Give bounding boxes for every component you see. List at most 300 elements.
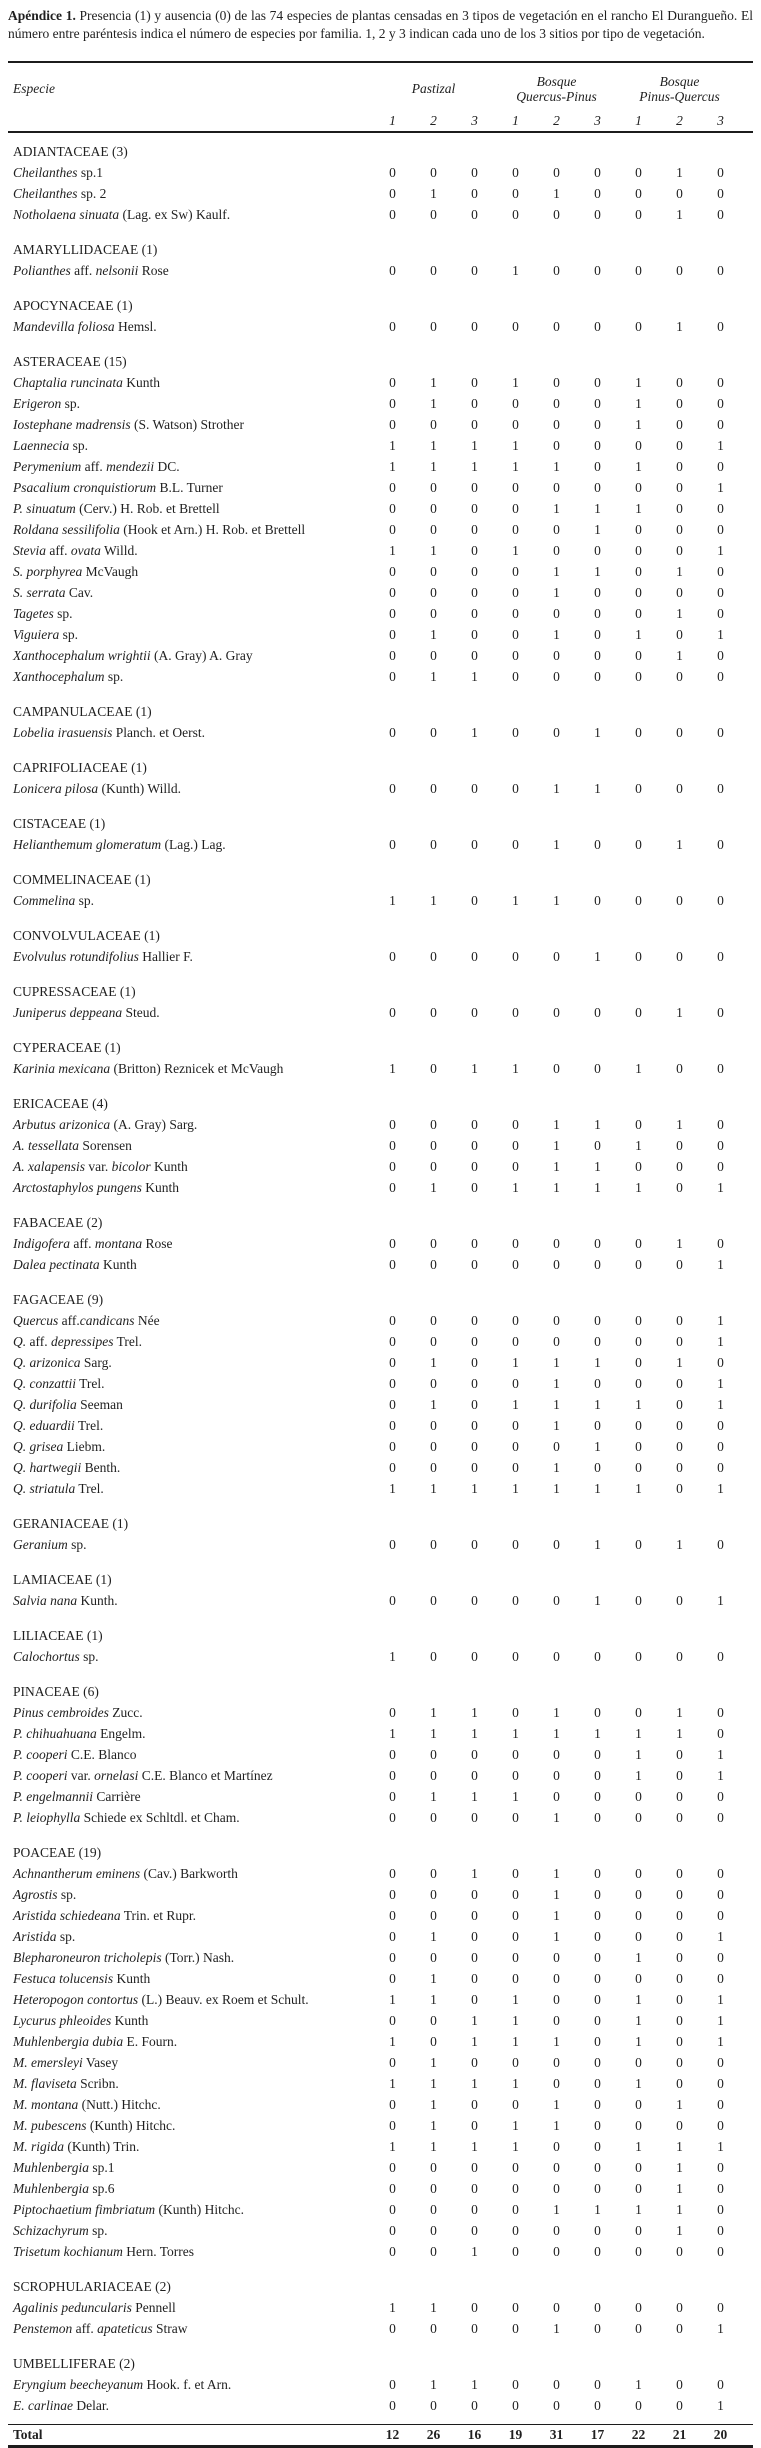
presence-cell: 1 — [635, 1397, 642, 1412]
presence-cell: 0 — [553, 2160, 560, 2175]
family-header: CAPRIFOLIACEAE (1) — [13, 760, 147, 775]
presence-cell: 1 — [676, 2097, 683, 2112]
family-section — [8, 141, 753, 225]
presence-cell: 0 — [594, 319, 601, 334]
species-name: Iostephane madrensis (S. Watson) Strother — [13, 417, 245, 432]
presence-cell: 0 — [512, 1159, 519, 1174]
presence-cell: 1 — [471, 2076, 478, 2091]
presence-cell: 0 — [553, 1061, 560, 1076]
presence-cell: 0 — [389, 1950, 396, 1965]
species-row — [8, 1254, 753, 1275]
species-name: Muhlenbergia sp.6 — [13, 2181, 115, 2196]
presence-cell: 0 — [389, 1355, 396, 1370]
presence-cell: 0 — [594, 2097, 601, 2112]
species-name: P. sinuatum (Cerv.) H. Rob. et Brettell — [13, 501, 220, 516]
presence-cell: 0 — [717, 396, 724, 411]
species-row — [8, 1233, 753, 1254]
presence-cell: 0 — [717, 1705, 724, 1720]
presence-cell: 1 — [553, 459, 560, 474]
presence-cell: 0 — [553, 438, 560, 453]
presence-cell: 0 — [676, 1768, 683, 1783]
presence-cell: 0 — [676, 1887, 683, 1902]
presence-cell: 0 — [430, 165, 437, 180]
species-row — [8, 1177, 753, 1198]
presence-cell: 0 — [717, 648, 724, 663]
presence-cell: 1 — [430, 2076, 437, 2091]
species-row — [8, 1947, 753, 1968]
presence-cell: 0 — [512, 501, 519, 516]
species-name: Indigofera aff. montana Rose — [13, 1236, 173, 1251]
presence-cell: 0 — [389, 1005, 396, 1020]
presence-cell: 0 — [594, 459, 601, 474]
presence-cell: 1 — [635, 1950, 642, 1965]
species-name: Aristida schiedeana Trin. et Rupr. — [13, 1908, 197, 1923]
presence-cell: 0 — [512, 2244, 519, 2259]
presence-cell: 1 — [471, 2013, 478, 2028]
presence-cell: 1 — [430, 459, 437, 474]
presence-cell: 0 — [635, 1439, 642, 1454]
caption-text: Presencia (1) y ausencia (0) de las 74 especies de plantas censadas en 3 tipos de vegetación en el rancho El Durangueño. El número entre paréntesis indica el número de especies por familia. 1, 2 y 3 indican cada uno de los 3 sitios por tipo de vegetación. — [8, 8, 754, 41]
site-number: 1 — [389, 113, 396, 128]
presence-cell: 0 — [430, 1138, 437, 1153]
presence-cell: 0 — [594, 1789, 601, 1804]
presence-cell: 0 — [635, 837, 642, 852]
total-block — [8, 2424, 753, 2448]
presence-cell: 0 — [512, 2377, 519, 2392]
species-row — [8, 1646, 753, 1667]
presence-cell: 0 — [594, 2055, 601, 2070]
presence-cell: 1 — [430, 1992, 437, 2007]
presence-cell: 0 — [717, 669, 724, 684]
presence-cell: 0 — [594, 1236, 601, 1251]
presence-cell: 1 — [717, 2398, 724, 2413]
presence-cell: 0 — [471, 1810, 478, 1825]
presence-cell: 1 — [553, 627, 560, 642]
presence-cell: 0 — [389, 1117, 396, 1132]
presence-cell: 1 — [471, 1481, 478, 1496]
presence-cell: 1 — [430, 2055, 437, 2070]
presence-cell: 0 — [553, 1257, 560, 1272]
presence-cell: 0 — [389, 1908, 396, 1923]
presence-cell: 0 — [594, 1768, 601, 1783]
presence-cell: 0 — [635, 2118, 642, 2133]
presence-cell: 1 — [553, 2202, 560, 2217]
presence-cell: 1 — [676, 165, 683, 180]
species-row — [8, 1863, 753, 1884]
presence-cell: 0 — [512, 319, 519, 334]
presence-cell: 1 — [717, 2034, 724, 2049]
presence-cell: 0 — [717, 459, 724, 474]
species-name: P. engelmannii Carrière — [13, 1789, 141, 1804]
presence-cell: 1 — [717, 1257, 724, 1272]
presence-cell: 0 — [430, 949, 437, 964]
presence-cell: 0 — [471, 627, 478, 642]
presence-cell: 0 — [553, 396, 560, 411]
presence-cell: 0 — [635, 2300, 642, 2315]
presence-cell: 0 — [430, 1537, 437, 1552]
presence-cell: 0 — [594, 648, 601, 663]
family-header: ERICACEAE (4) — [13, 1096, 108, 1111]
presence-cell: 0 — [389, 2055, 396, 2070]
presence-cell: 0 — [553, 2377, 560, 2392]
species-row — [8, 1786, 753, 1807]
presence-cell: 0 — [389, 2118, 396, 2133]
presence-cell: 0 — [635, 1313, 642, 1328]
presence-cell: 0 — [512, 949, 519, 964]
presence-cell: 0 — [553, 2055, 560, 2070]
presence-cell: 0 — [594, 186, 601, 201]
presence-cell: 0 — [635, 2181, 642, 2196]
species-row — [8, 1807, 753, 1828]
presence-cell: 0 — [635, 606, 642, 621]
site-number: 3 — [471, 113, 478, 128]
family-section — [8, 701, 753, 743]
presence-cell: 0 — [635, 1971, 642, 1986]
presence-cell: 0 — [594, 417, 601, 432]
presence-cell: 0 — [430, 1117, 437, 1132]
presence-cell: 0 — [635, 893, 642, 908]
species-name: Heteropogon contortus (L.) Beauv. ex Roem et Schult. — [13, 1992, 309, 2007]
species-name: Achnantherum eminens (Cav.) Barkworth — [13, 1866, 238, 1881]
presence-cell: 0 — [717, 1789, 724, 1804]
presence-cell: 0 — [389, 1334, 396, 1349]
presence-cell: 0 — [717, 1138, 724, 1153]
presence-cell: 0 — [676, 893, 683, 908]
presence-cell: 0 — [512, 165, 519, 180]
presence-cell: 0 — [594, 1810, 601, 1825]
presence-cell: 1 — [553, 585, 560, 600]
presence-cell: 0 — [594, 2181, 601, 2196]
presence-cell: 0 — [430, 2160, 437, 2175]
presence-cell: 0 — [512, 1376, 519, 1391]
presence-cell: 0 — [717, 2181, 724, 2196]
presence-cell: 0 — [430, 1950, 437, 1965]
presence-cell: 0 — [471, 1313, 478, 1328]
species-row — [8, 2297, 753, 2318]
presence-cell: 1 — [430, 1789, 437, 1804]
species-name: Viguiera sp. — [13, 627, 79, 642]
species-name: Q. grisea Liebm. — [13, 1439, 106, 1454]
presence-cell: 0 — [430, 2398, 437, 2413]
presence-cell: 1 — [635, 2377, 642, 2392]
species-name: Agalinis peduncularis Pennell — [13, 2300, 176, 2315]
presence-cell: 0 — [717, 375, 724, 390]
species-name: Q. durifolia Seeman — [13, 1397, 123, 1412]
presence-cell: 0 — [717, 2118, 724, 2133]
species-name: A. tessellata Sorensen — [13, 1138, 132, 1153]
presence-cell: 1 — [676, 2139, 683, 2154]
presence-cell: 0 — [389, 2160, 396, 2175]
presence-cell: 1 — [635, 1992, 642, 2007]
presence-cell: 0 — [594, 1313, 601, 1328]
species-row — [8, 1989, 753, 2010]
presence-cell: 0 — [389, 165, 396, 180]
species-name: Commelina sp. — [13, 893, 95, 908]
presence-cell: 1 — [676, 1117, 683, 1132]
species-name: Muhlenbergia sp.1 — [13, 2160, 115, 2175]
presence-cell: 0 — [471, 1334, 478, 1349]
family-header: PINACEAE (6) — [13, 1684, 99, 1699]
presence-cell: 0 — [553, 949, 560, 964]
presence-cell: 1 — [717, 1593, 724, 1608]
species-name: Geranium sp. — [13, 1537, 87, 1552]
presence-cell: 0 — [635, 2055, 642, 2070]
presence-cell: 0 — [553, 2398, 560, 2413]
presence-cell: 0 — [553, 2300, 560, 2315]
presence-cell: 1 — [717, 1376, 724, 1391]
presence-cell: 0 — [553, 1537, 560, 1552]
presence-cell: 0 — [512, 1887, 519, 1902]
presence-cell: 1 — [512, 263, 519, 278]
presence-cell: 0 — [512, 1313, 519, 1328]
species-row — [8, 2094, 753, 2115]
family-header: CUPRESSACEAE (1) — [13, 984, 136, 999]
presence-cell: 0 — [676, 949, 683, 964]
presence-cell: 0 — [553, 480, 560, 495]
presence-cell: 0 — [471, 319, 478, 334]
presence-cell: 0 — [471, 1236, 478, 1251]
presence-cell: 1 — [389, 1061, 396, 1076]
presence-cell: 0 — [430, 1418, 437, 1433]
presence-cell: 0 — [389, 1159, 396, 1174]
family-header: FABACEAE (2) — [13, 1215, 103, 1230]
species-name: Xanthocephalum sp. — [13, 669, 124, 684]
presence-cell: 0 — [676, 1061, 683, 1076]
presence-cell: 0 — [389, 375, 396, 390]
presence-cell: 0 — [594, 585, 601, 600]
presence-cell: 1 — [676, 606, 683, 621]
species-row — [8, 778, 753, 799]
species-row — [8, 2220, 753, 2241]
presence-cell: 0 — [471, 2223, 478, 2238]
presence-cell: 0 — [512, 2097, 519, 2112]
presence-cell: 0 — [512, 2160, 519, 2175]
presence-cell: 0 — [594, 2139, 601, 2154]
presence-cell: 1 — [430, 1726, 437, 1741]
presence-cell: 0 — [471, 1005, 478, 1020]
presence-cell: 0 — [389, 1705, 396, 1720]
presence-cell: 1 — [676, 1005, 683, 1020]
presence-cell: 0 — [512, 1705, 519, 1720]
species-name: P. leiophylla Schiede ex Schltdl. et Cham. — [13, 1810, 240, 1825]
presence-cell: 0 — [594, 2244, 601, 2259]
presence-cell: 1 — [430, 2377, 437, 2392]
presence-cell: 0 — [635, 186, 642, 201]
presence-cell: 0 — [676, 1950, 683, 1965]
presence-cell: 1 — [512, 375, 519, 390]
site-number: 3 — [717, 113, 724, 128]
species-row — [8, 1702, 753, 1723]
species-name: Schizachyrum sp. — [13, 2223, 108, 2238]
presence-cell: 0 — [512, 1929, 519, 1944]
species-row — [8, 1765, 753, 1786]
species-name: Lonicera pilosa (Kunth) Willd. — [13, 781, 181, 796]
species-row — [8, 561, 753, 582]
presence-cell: 1 — [594, 1397, 601, 1412]
species-name: Q. arizonica Sarg. — [13, 1355, 112, 1370]
presence-cell: 0 — [553, 417, 560, 432]
family-header: SCROPHULARIACEAE (2) — [13, 2279, 171, 2294]
species-row — [8, 316, 753, 337]
family-section — [8, 925, 753, 967]
presence-cell: 1 — [676, 1726, 683, 1741]
presence-cell: 1 — [635, 1768, 642, 1783]
presence-cell: 0 — [635, 1418, 642, 1433]
presence-cell: 1 — [389, 438, 396, 453]
presence-cell: 0 — [553, 1789, 560, 1804]
presence-cell: 0 — [717, 2055, 724, 2070]
family-section — [8, 1569, 753, 1611]
presence-cell: 0 — [635, 1159, 642, 1174]
presence-cell: 0 — [594, 837, 601, 852]
presence-cell: 0 — [471, 648, 478, 663]
presence-cell: 0 — [717, 2160, 724, 2175]
presence-cell: 1 — [594, 2202, 601, 2217]
presence-cell: 0 — [553, 1768, 560, 1783]
presence-cell: 0 — [553, 2013, 560, 2028]
presence-cell: 1 — [389, 1649, 396, 1664]
presence-cell: 1 — [717, 1992, 724, 2007]
species-name: M. pubescens (Kunth) Hitchc. — [13, 2118, 176, 2133]
species-name: M. rigida (Kunth) Trin. — [13, 2139, 140, 2154]
presence-cell: 0 — [717, 1439, 724, 1454]
presence-cell: 0 — [717, 417, 724, 432]
family-section — [8, 351, 753, 687]
presence-cell: 1 — [594, 522, 601, 537]
species-row — [8, 624, 753, 645]
presence-cell: 0 — [471, 1439, 478, 1454]
presence-cell: 0 — [389, 1460, 396, 1475]
presence-cell: 0 — [430, 501, 437, 516]
presence-cell: 0 — [471, 1180, 478, 1195]
presence-cell: 0 — [717, 1950, 724, 1965]
species-row — [8, 2115, 753, 2136]
presence-cell: 0 — [389, 564, 396, 579]
presence-cell: 1 — [717, 1929, 724, 1944]
presence-cell: 1 — [430, 1929, 437, 1944]
species-row — [8, 162, 753, 183]
presence-cell: 0 — [471, 1376, 478, 1391]
presence-cell: 0 — [471, 1593, 478, 1608]
species-row — [8, 2241, 753, 2262]
species-name: Chaptalia runcinata Kunth — [13, 375, 161, 390]
presence-cell: 0 — [512, 1593, 519, 1608]
presence-cell: 0 — [594, 2013, 601, 2028]
presence-cell: 0 — [471, 1159, 478, 1174]
presence-cell: 0 — [594, 1971, 601, 1986]
total-value: 31 — [549, 2427, 564, 2442]
presence-cell: 0 — [553, 263, 560, 278]
presence-cell: 1 — [553, 1866, 560, 1881]
presence-cell: 0 — [635, 522, 642, 537]
presence-cell: 0 — [676, 1439, 683, 1454]
species-name: Helianthemum glomeratum (Lag.) Lag. — [13, 837, 226, 852]
presence-cell: 1 — [430, 2097, 437, 2112]
presence-cell: 1 — [430, 1971, 437, 1986]
presence-cell: 0 — [594, 375, 601, 390]
site-number: 2 — [430, 113, 437, 128]
presence-cell: 0 — [512, 2202, 519, 2217]
presence-cell: 0 — [512, 725, 519, 740]
presence-cell: 1 — [471, 725, 478, 740]
presence-cell: 0 — [676, 543, 683, 558]
presence-cell: 0 — [676, 1313, 683, 1328]
presence-cell: 0 — [389, 1138, 396, 1153]
species-name: Psacalium cronquistiorum B.L. Turner — [13, 480, 223, 495]
presence-cell: 0 — [389, 781, 396, 796]
presence-cell: 0 — [553, 1950, 560, 1965]
presence-cell: 0 — [512, 2055, 519, 2070]
site-number: 3 — [594, 113, 601, 128]
presence-cell: 0 — [717, 949, 724, 964]
presence-cell: 0 — [430, 1649, 437, 1664]
presence-cell: 0 — [594, 893, 601, 908]
presence-cell: 0 — [635, 1334, 642, 1349]
presence-cell: 0 — [676, 2398, 683, 2413]
presence-cell: 0 — [430, 207, 437, 222]
presence-cell: 0 — [389, 263, 396, 278]
presence-cell: 0 — [512, 1908, 519, 1923]
presence-cell: 1 — [430, 1705, 437, 1720]
presence-cell: 0 — [635, 1929, 642, 1944]
presence-cell: 0 — [471, 2097, 478, 2112]
presence-cell: 0 — [594, 1705, 601, 1720]
presence-cell: 0 — [717, 319, 724, 334]
presence-cell: 1 — [553, 1887, 560, 1902]
family-section — [8, 813, 753, 855]
species-row — [8, 603, 753, 624]
species-name: Festuca tolucensis Kunth — [13, 1971, 151, 1986]
presence-cell: 0 — [717, 1810, 724, 1825]
presence-cell: 0 — [594, 480, 601, 495]
presence-cell: 0 — [717, 165, 724, 180]
presence-cell: 0 — [553, 1334, 560, 1349]
presence-cell: 0 — [676, 186, 683, 201]
family-header: ADIANTACEAE (3) — [13, 144, 128, 159]
presence-cell: 0 — [471, 480, 478, 495]
presence-cell: 1 — [553, 2118, 560, 2133]
presence-cell: 1 — [717, 1180, 724, 1195]
presence-cell: 1 — [594, 1481, 601, 1496]
presence-cell: 0 — [553, 2076, 560, 2091]
total-value: 19 — [508, 2427, 523, 2442]
presence-cell: 0 — [676, 585, 683, 600]
presence-cell: 0 — [430, 1061, 437, 1076]
presence-cell: 1 — [512, 2034, 519, 2049]
table-body — [8, 141, 753, 2416]
presence-cell: 0 — [553, 1593, 560, 1608]
presence-cell: 0 — [471, 1460, 478, 1475]
presence-cell: 0 — [717, 1866, 724, 1881]
presence-cell: 0 — [676, 1908, 683, 1923]
presence-cell: 0 — [635, 263, 642, 278]
family-section — [8, 1212, 753, 1275]
presence-cell: 0 — [676, 1376, 683, 1391]
presence-cell: 0 — [635, 1810, 642, 1825]
presence-cell: 0 — [553, 1649, 560, 1664]
presence-cell: 0 — [717, 725, 724, 740]
presence-cell: 0 — [594, 2398, 601, 2413]
presence-cell: 0 — [635, 781, 642, 796]
species-name: Agrostis sp. — [13, 1887, 77, 1902]
presence-cell: 0 — [471, 501, 478, 516]
presence-cell: 1 — [553, 2034, 560, 2049]
presence-cell: 0 — [676, 1929, 683, 1944]
presence-cell: 0 — [430, 1908, 437, 1923]
presence-cell: 0 — [471, 2300, 478, 2315]
presence-cell: 1 — [471, 1789, 478, 1804]
presence-cell: 0 — [512, 1236, 519, 1251]
